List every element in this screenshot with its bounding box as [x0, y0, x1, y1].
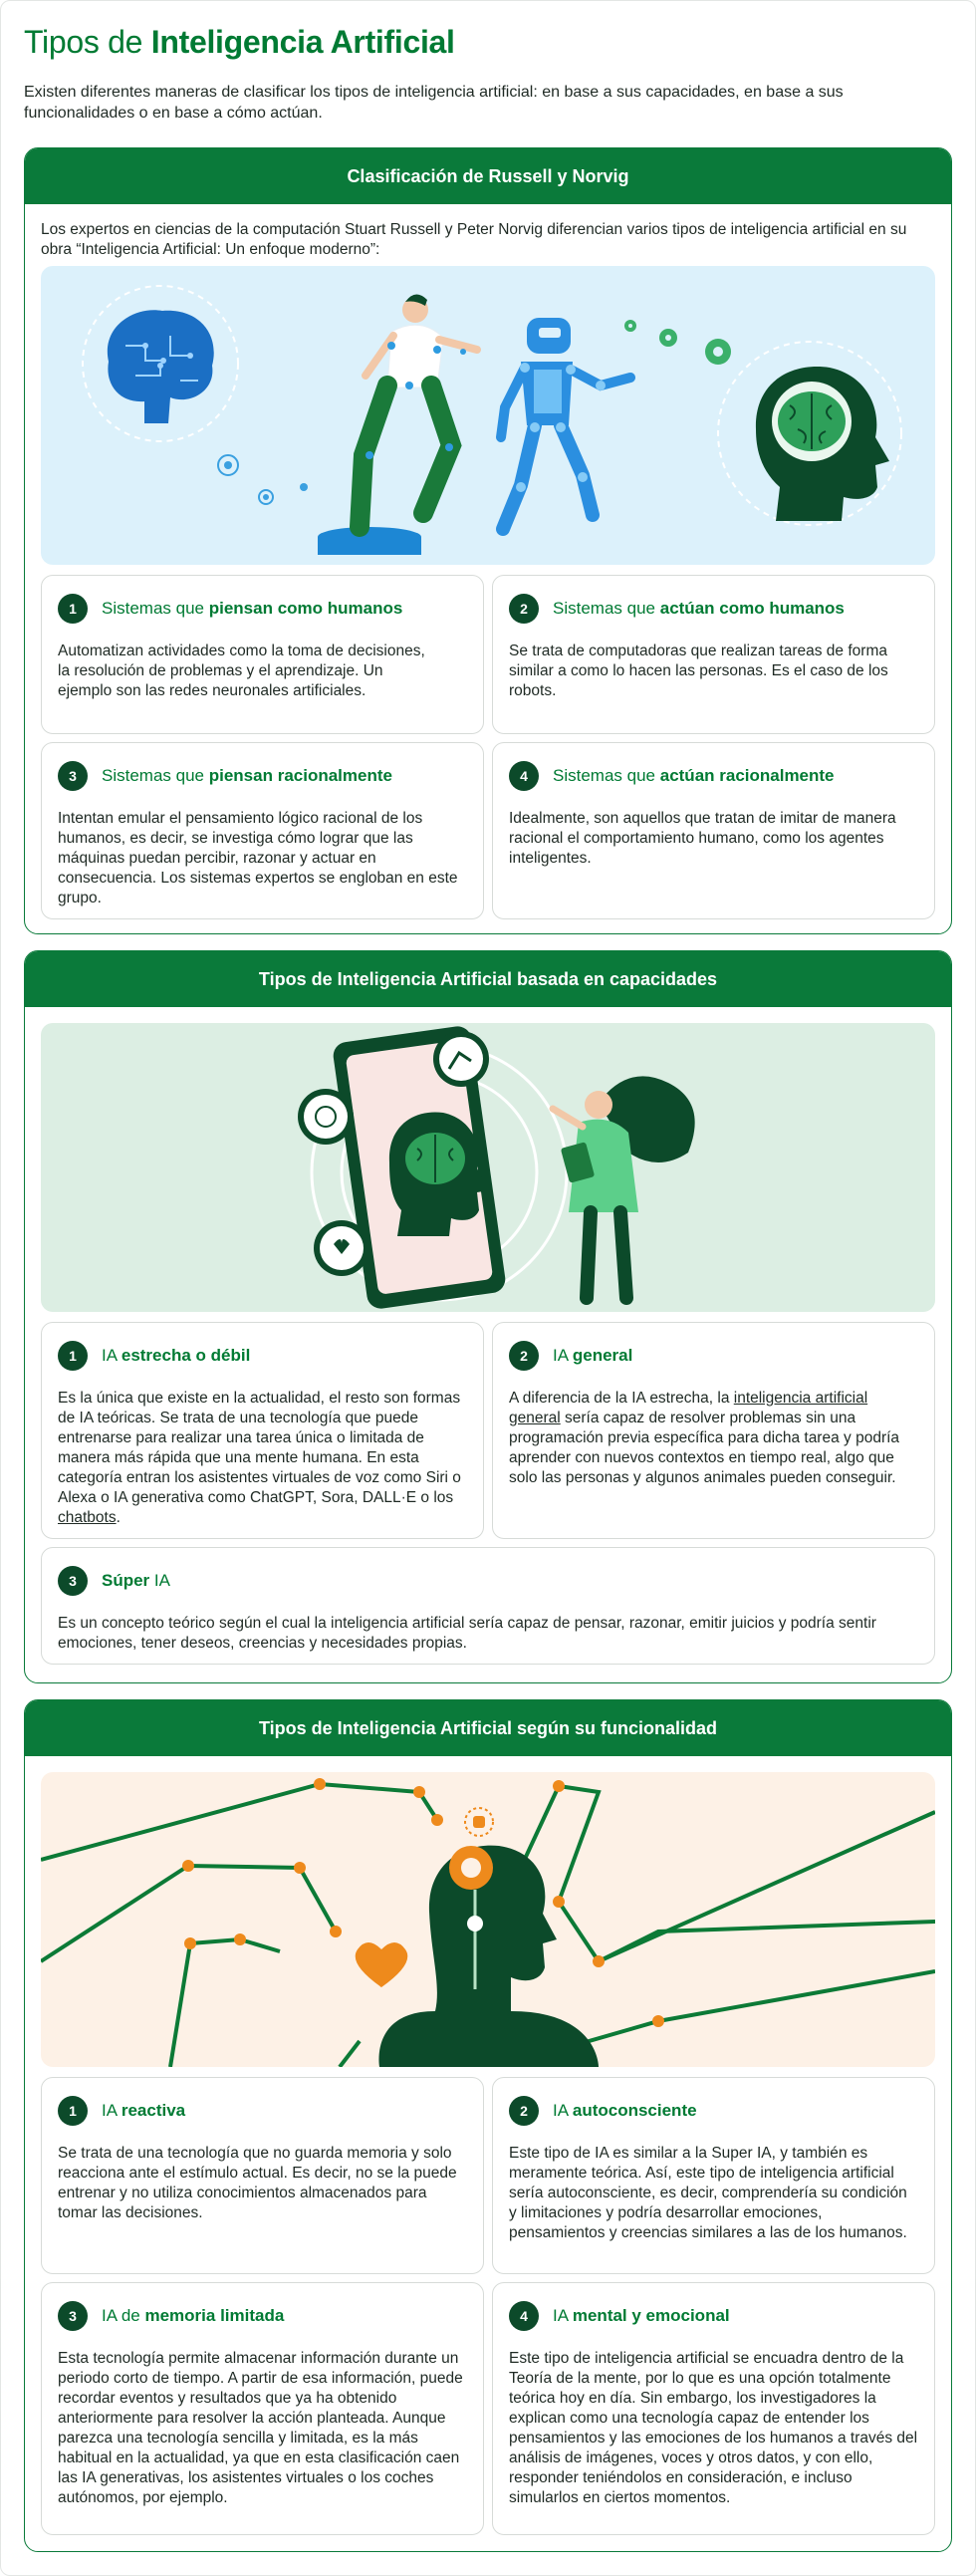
card-text: Intentan emular el pensamiento lógico racional de los humanos, es decir, se investiga cómo lograr que las máquinas puedan percibir, razonar y actuar en consecuencia. Los sistemas expertos se engloban en este grupo.	[58, 810, 458, 906]
illustration-human-robot	[41, 266, 935, 565]
section-intro-text: Los expertos en ciencias de la computación Stuart Russell y Peter Norvig diferencian varios tipos de inteligencia artificial en su obra “Inteligencia Artificial: Un enfoque moderno”:	[41, 221, 907, 258]
step-number: 3	[58, 2301, 88, 2331]
card-text: A diferencia de la IA estrecha, la inteligencia artificial general sería capaz de resolver problemas sin una programación previa específica para dicha tarea y podría aprender con nuevos contextos en tiempo real, algo que solo las personas y algunos animales pueden conseguir.	[509, 1390, 900, 1486]
step-number: 2	[509, 1341, 539, 1371]
step-number: 4	[509, 761, 539, 791]
step-number: 3	[58, 761, 88, 791]
step-number: 1	[58, 2096, 88, 2126]
card-title: IA autoconsciente	[553, 2101, 697, 2120]
card-ia-memoria-limitada	[41, 2282, 484, 2535]
intro-text: Existen diferentes maneras de clasificar los tipos de inteligencia artificial: en base a sus capacidades, en base a sus funcionalidades o en base a cómo actúan.	[24, 84, 844, 122]
section-russell-norvig	[24, 147, 952, 934]
card-title: Sistemas que piensan como humanos	[102, 599, 403, 618]
card-actuan-racionalmente	[492, 742, 935, 919]
card-piensan-humanos	[41, 575, 484, 734]
card-ia-estrecha	[41, 1322, 484, 1539]
card-ia-reactiva	[41, 2077, 484, 2274]
card-title: IA estrecha o débil	[102, 1346, 251, 1365]
chatbots-link[interactable]: chatbots	[58, 1509, 117, 1526]
section-funcionalidad	[24, 1699, 952, 2552]
step-number: 3	[58, 1566, 88, 1596]
step-number: 1	[58, 594, 88, 624]
card-title: IA reactiva	[102, 2101, 186, 2120]
card-title: IA de memoria limitada	[102, 2306, 285, 2325]
card-text: Automatizan actividades como la toma de decisiones, la resolución de problemas y el aprendizaje. Un ejemplo son las redes neuronales artificiales.	[58, 643, 425, 699]
step-number: 2	[509, 2096, 539, 2126]
page-title: Tipos de Inteligencia Artificial	[24, 24, 455, 60]
card-piensan-racionalmente	[41, 742, 484, 919]
card-text: Se trata de una tecnología que no guarda memoria y solo reacciona ante el estímulo actual. Es decir, no se la puede entrenar y no utiliza conocimientos almacenados para tomar las decisiones.	[58, 2145, 457, 2221]
section-header: Tipos de Inteligencia Artificial basada en capacidades	[25, 951, 951, 1007]
card-ia-general	[492, 1322, 935, 1539]
section-header: Clasificación de Russell y Norvig	[25, 148, 951, 204]
card-super-ia	[41, 1547, 935, 1665]
card-ia-mental-emocional	[492, 2282, 935, 2535]
card-text: Idealmente, son aquellos que tratan de imitar de manera racional el comportamiento humano, como los agentes inteligentes.	[509, 810, 896, 867]
illustration-network-head	[41, 1772, 935, 2067]
step-number: 4	[509, 2301, 539, 2331]
card-actuan-humanos	[492, 575, 935, 734]
illustration-tablet-woman	[41, 1023, 935, 1312]
section-capacidades	[24, 950, 952, 1683]
section-header: Tipos de Inteligencia Artificial según su funcionalidad	[25, 1700, 951, 1756]
card-text: Es la única que existe en la actualidad, el resto son formas de IA teóricas. Se trata de una tecnología que puede entrenarse para realizar una tarea única o limitada de manera más rápida que una mente humana. En esta categoría entran los asistentes virtuales de voz como Siri o Alexa o IA generativa como ChatGPT, Sora, DALL·E o los chatbots.	[58, 1390, 461, 1526]
card-title: IA mental y emocional	[553, 2306, 730, 2325]
step-number: 2	[509, 594, 539, 624]
card-text: Es un concepto teórico según el cual la inteligencia artificial sería capaz de pensar, razonar, emitir juicios y podría sentir emociones, tener deseos, creencias y necesidades propias.	[58, 1615, 876, 1652]
card-text: Se trata de computadoras que realizan tareas de forma similar a como lo hacen las personas. Es el caso de los robots.	[509, 643, 888, 699]
card-title: Sistemas que actúan como humanos	[553, 599, 845, 618]
card-title: Sistemas que piensan racionalmente	[102, 766, 392, 785]
card-title: Súper IA	[102, 1571, 170, 1590]
card-text: Esta tecnología permite almacenar información durante un periodo corto de tiempo. A partir de esa información, puede recordar eventos y resultados que ya ha obtenido anteriormente para resolver la acción planteada. Aunque parezca una tecnología sencilla y limitada, es la más habitual en la actualidad, ya que en esta clasificación caen las IA generativas, los asistentes virtuales o los coches autónomos, por ejemplo.	[58, 2350, 463, 2506]
ia-general-link[interactable]: inteligencia artificial general	[509, 1390, 868, 1426]
card-title: IA general	[553, 1346, 633, 1365]
card-ia-autoconsciente	[492, 2077, 935, 2274]
card-title: Sistemas que actúan racionalmente	[553, 766, 835, 785]
step-number: 1	[58, 1341, 88, 1371]
card-text: Este tipo de IA es similar a la Super IA, y también es meramente teórica. Así, este tipo de inteligencia artificial sería autoconsciente, es decir, comprendería su condición y limitaciones y podría desarrollar emociones, pensamientos y creencias similares a las de los humanos.	[509, 2145, 907, 2241]
card-text: Este tipo de inteligencia artificial se encuadra dentro de la Teoría de la mente, por lo que es una opción totalmente teórica hoy en día. Sin embargo, los investigadores la explican como una tecnología capaz de entender los pensamientos y las emociones de los humanos a través del análisis de imágenes, voces y otros datos, y con ello, responder teniéndolos en consideración, e incluso simularlos en ciertos momentos.	[509, 2350, 918, 2506]
